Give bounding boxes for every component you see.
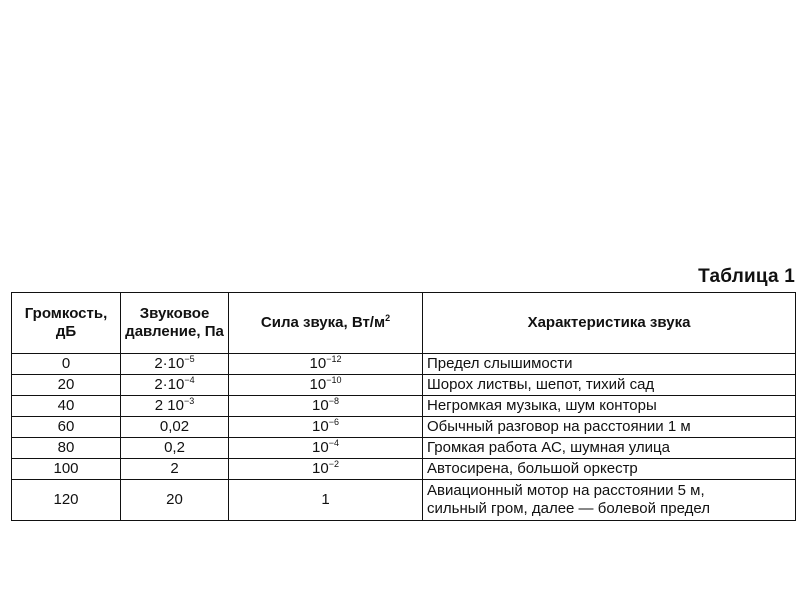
header-pressure: Звуковое давление, Па bbox=[121, 293, 229, 354]
header-intensity-sup: 2 bbox=[385, 313, 391, 323]
intensity-base: 10 bbox=[312, 418, 329, 435]
intensity-base: 10 bbox=[309, 355, 327, 372]
cell-pressure bbox=[121, 438, 229, 459]
pressure-base: 0,02 bbox=[159, 418, 190, 435]
cell-description: Громкая работа АС, шумная улица bbox=[423, 438, 796, 459]
table-header-row bbox=[12, 293, 796, 354]
table-row bbox=[12, 375, 796, 396]
cell-db: 80 bbox=[12, 438, 121, 459]
cell-db: 20 bbox=[12, 375, 121, 396]
cell-description: Шорох листвы, шепот, тихий сад bbox=[423, 375, 796, 396]
sound-levels-table bbox=[11, 292, 796, 521]
cell-pressure bbox=[121, 375, 229, 396]
table-row bbox=[12, 417, 796, 438]
intensity-exp: −10 bbox=[326, 375, 342, 385]
header-intensity bbox=[229, 293, 423, 354]
intensity-exp: −4 bbox=[328, 438, 339, 448]
header-loudness: Громкость, дБ bbox=[12, 293, 121, 354]
pressure-base: 2 10 bbox=[154, 397, 184, 414]
intensity-base: 10 bbox=[312, 460, 329, 477]
pressure-exp: −3 bbox=[183, 396, 195, 406]
intensity-base: 10 bbox=[312, 439, 329, 456]
pressure-base: 20 bbox=[166, 491, 183, 508]
cell-intensity bbox=[229, 459, 423, 480]
intensity-base: 10 bbox=[309, 376, 327, 393]
table-row bbox=[12, 396, 796, 417]
cell-intensity bbox=[229, 396, 423, 417]
intensity-exp: −12 bbox=[326, 354, 342, 364]
table-caption: Таблица 1 bbox=[698, 266, 795, 287]
cell-description: Обычный разговор на расстоянии 1 м bbox=[423, 417, 796, 438]
cell-description: Предел слышимости bbox=[423, 354, 796, 375]
intensity-base: 1 bbox=[321, 491, 330, 508]
table-row bbox=[12, 459, 796, 480]
description-line: Авиационный мотор на расстоянии 5 м, bbox=[427, 482, 705, 499]
table-row bbox=[12, 438, 796, 459]
cell-intensity bbox=[229, 480, 423, 521]
pressure-base: 2·10 bbox=[154, 376, 185, 393]
cell-db: 0 bbox=[12, 354, 121, 375]
intensity-exp: −6 bbox=[328, 417, 339, 427]
cell-intensity bbox=[229, 375, 423, 396]
cell-pressure bbox=[121, 354, 229, 375]
cell-db: 100 bbox=[12, 459, 121, 480]
intensity-base: 10 bbox=[312, 397, 329, 414]
cell-description: Автосирена, большой оркестр bbox=[423, 459, 796, 480]
header-intensity-label: Сила звука, Вт/м bbox=[260, 314, 386, 331]
cell-pressure bbox=[121, 459, 229, 480]
cell-description bbox=[423, 480, 796, 521]
pressure-base: 0,2 bbox=[164, 439, 185, 456]
cell-intensity bbox=[229, 417, 423, 438]
header-characteristic: Характеристика звука bbox=[423, 293, 796, 354]
cell-pressure bbox=[121, 396, 229, 417]
table-row bbox=[12, 354, 796, 375]
cell-db: 120 bbox=[12, 480, 121, 521]
intensity-exp: −8 bbox=[328, 396, 339, 406]
cell-db: 40 bbox=[12, 396, 121, 417]
pressure-exp: −4 bbox=[184, 375, 195, 385]
description-line: сильный гром, далее — болевой предел bbox=[427, 500, 710, 517]
pressure-base: 2·10 bbox=[154, 355, 185, 372]
cell-description: Негромкая музыка, шум конторы bbox=[423, 396, 796, 417]
table-row bbox=[12, 480, 796, 521]
pressure-exp: −5 bbox=[184, 354, 195, 364]
cell-pressure bbox=[121, 417, 229, 438]
cell-pressure bbox=[121, 480, 229, 521]
cell-intensity bbox=[229, 438, 423, 459]
cell-db: 60 bbox=[12, 417, 121, 438]
cell-intensity bbox=[229, 354, 423, 375]
intensity-exp: −2 bbox=[328, 459, 339, 469]
pressure-base: 2 bbox=[170, 460, 179, 477]
